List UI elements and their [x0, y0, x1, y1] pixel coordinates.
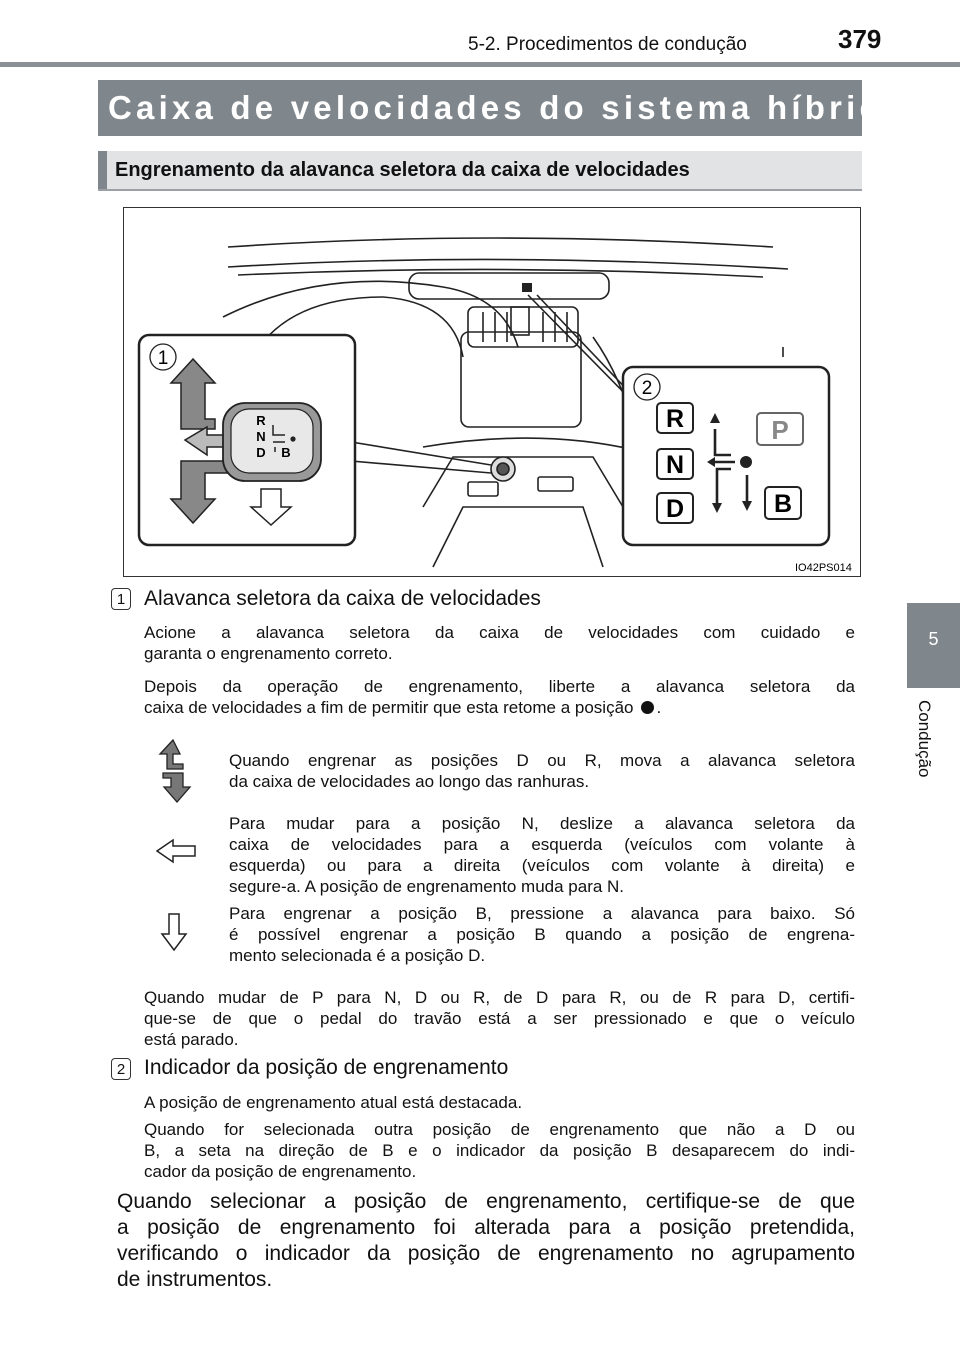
operation-row-3 — [229, 903, 855, 966]
knob-letter-b: B — [281, 445, 291, 460]
indicator-letter-p: P — [771, 415, 789, 445]
indicator-letter-r: R — [665, 405, 685, 433]
text-line: segure-a. A posição de engrenamento muda para N. — [229, 877, 625, 896]
text-line: verificando o indicador da posição de engrenamento no agrupamento — [117, 1242, 855, 1265]
text-line: garanta o engrenamento correto. — [144, 644, 393, 663]
chapter-tab[interactable] — [907, 603, 960, 688]
text-line: de instrumentos. — [117, 1268, 273, 1291]
operation-row-2 — [229, 813, 855, 897]
figure-code: IO42PS014 — [795, 562, 852, 574]
text-line: Para engrenar a posição B, pressione a alavanca para baixo. Só — [229, 904, 855, 923]
item-number-1: 1 — [111, 588, 131, 610]
text-line: da caixa de velocidades ao longo das ranhuras. — [229, 772, 590, 791]
text-line: Quando for selecionada outra posição de engrenamento que não a D ou — [144, 1120, 855, 1139]
shift-lever-illustration — [123, 207, 861, 577]
chapter-number: 5 — [928, 629, 939, 649]
text-line: a posição de engrenamento foi alterada para a posição pretendida, — [117, 1216, 855, 1239]
updown-arrow-icon — [150, 738, 196, 804]
title-bar — [98, 80, 909, 136]
subheading: Engrenamento da alavanca seletora da caixa de velocidades — [115, 159, 690, 181]
text-line: B, a seta na direção de B e o indicador da posição B desaparecem do indi- — [144, 1141, 855, 1160]
item1-paragraph-1 — [144, 622, 855, 664]
text-line: está parado. — [144, 1030, 239, 1049]
indicator-letter-d: D — [665, 495, 685, 523]
item2-paragraph-1: A posição de engrenamento atual está destacada. — [144, 1093, 523, 1112]
closing-paragraph — [117, 1189, 855, 1293]
indicator-letter-b: B — [773, 490, 793, 518]
item-number-2: 2 — [111, 1058, 131, 1080]
text-line: Quando mudar de P para N, D ou R, de D para R, ou de R para D, certifi- — [144, 988, 855, 1007]
indicator-marker-icon — [522, 283, 532, 292]
callout-number-1: 1 — [157, 348, 169, 369]
page-number: 379 — [838, 24, 882, 54]
text-line: Depois da operação de engrenamento, liberte a alavanca seletora da — [144, 677, 855, 696]
text-line: cador da posição de engrenamento. — [144, 1162, 417, 1181]
subheading-bar — [98, 151, 862, 191]
text-line: Acione a alavanca seletora da caixa de velocidades com cuidado e — [144, 623, 855, 642]
text-line: esquerda) ou para a direita (veículos com volante à direita) e — [229, 856, 855, 875]
knob-letter-r: R — [256, 413, 266, 428]
home-position-dot — [740, 456, 752, 468]
page-title: Caixa de velocidades do sistema híbrido — [108, 89, 909, 126]
knob-letter-n: N — [256, 429, 266, 444]
knob-letter-d: D — [256, 445, 266, 460]
text-line-end: . — [656, 698, 662, 717]
text-line: caixa de velocidades a fim de permitir que esta retome a posição — [144, 698, 634, 717]
item-heading-1: Alavanca seletora da caixa de velocidades — [144, 587, 541, 610]
text-line: Quando engrenar as posições D ou R, mova a alavanca seletora — [229, 751, 855, 770]
text-line: Para mudar para a posição N, deslize a alavanca seletora da — [229, 814, 855, 833]
chapter-label-text: Condução — [915, 700, 934, 778]
operation-row-1 — [229, 750, 855, 792]
item2-paragraph-2 — [144, 1119, 855, 1182]
item1-paragraph-2 — [144, 676, 855, 718]
text-line: que-se de que o pedal do travão está a ser pressionado e que o veículo — [144, 1009, 855, 1028]
text-line: Quando selecionar a posição de engrenamento, certifique-se de que — [117, 1190, 855, 1213]
text-line: mento selecionada é a posição D. — [229, 946, 486, 965]
header-rule — [0, 62, 960, 67]
callout-number-2: 2 — [641, 378, 653, 399]
text-line: é possível engrenar a posição B quando a posição de engrena- — [229, 925, 855, 944]
chapter-label — [912, 700, 956, 810]
subheading-accent — [98, 151, 107, 189]
down-arrow-icon — [160, 912, 188, 952]
home-position-dot-icon — [641, 701, 654, 714]
indicator-letter-n: N — [665, 451, 685, 479]
item1-paragraph-3 — [144, 987, 855, 1050]
left-arrow-icon — [155, 838, 197, 864]
text-line: caixa de velocidades para a esquerda (veículos com volante à — [229, 835, 855, 854]
item-heading-2: Indicador da posição de engrenamento — [144, 1056, 509, 1079]
section-breadcrumb: 5-2. Procedimentos de condução — [468, 34, 747, 55]
